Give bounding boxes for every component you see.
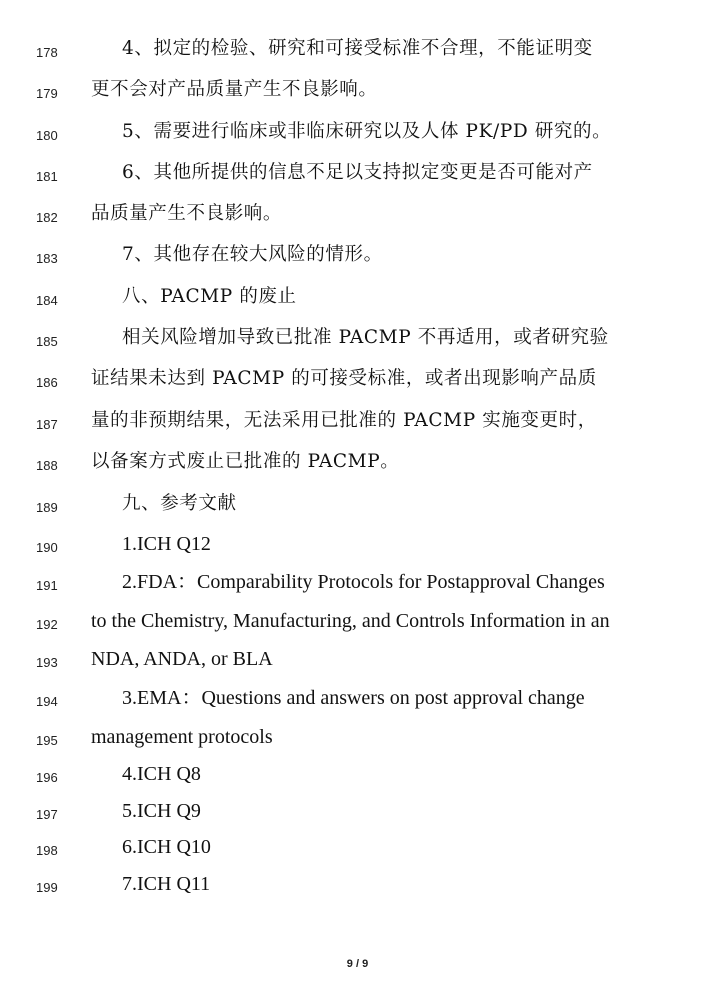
- line-number: 183: [36, 251, 58, 266]
- line-text: 6、其他所提供的信息不足以支持拟定变更是否可能对产: [122, 162, 593, 183]
- line-number: 191: [36, 578, 58, 593]
- line-text: 4.ICH Q8: [122, 763, 201, 785]
- line-number: 179: [36, 86, 58, 101]
- text-line: [0, 75, 715, 105]
- line-text: 以备案方式废止已批准的 PACMP。: [91, 451, 400, 472]
- line-number: 185: [36, 334, 58, 349]
- text-line: [0, 117, 715, 147]
- page-number: 9 / 9: [346, 958, 369, 970]
- section-heading: [0, 489, 715, 519]
- line-text: 5、需要进行临床或非临床研究以及人体 PK/PD 研究的。: [122, 121, 612, 142]
- line-text: 1.ICH Q12: [122, 533, 211, 555]
- line-text: 3.EMA：Questions and answers on post approval change: [122, 687, 585, 709]
- line-number: 190: [36, 540, 58, 555]
- line-text: 证结果未达到 PACMP 的可接受标准，或者出现影响产品质: [91, 368, 597, 389]
- text-line: [0, 34, 715, 64]
- line-number: 181: [36, 169, 58, 184]
- line-number: 186: [36, 375, 58, 390]
- line-text: 7、其他存在较大风险的情形。: [122, 244, 383, 265]
- text-line: [0, 644, 715, 674]
- text-line: [0, 722, 715, 752]
- line-text: management protocols: [91, 726, 273, 748]
- line-number: 182: [36, 210, 58, 225]
- line-text: to the Chemistry, Manufacturing, and Controls Information in an: [91, 610, 610, 632]
- line-number: 187: [36, 417, 58, 432]
- line-number: 192: [36, 617, 58, 632]
- line-text: 4、拟定的检验、研究和可接受标准不合理，不能证明变: [122, 38, 593, 59]
- line-text: 7.ICH Q11: [122, 873, 211, 895]
- line-number: 194: [36, 694, 58, 709]
- reference-item: [0, 683, 715, 713]
- line-text: 5.ICH Q9: [122, 800, 201, 822]
- line-text: 6.ICH Q10: [122, 836, 211, 858]
- text-line: [0, 199, 715, 229]
- line-number: 189: [36, 500, 58, 515]
- line-text: 九、参考文献: [122, 493, 237, 514]
- reference-item: [0, 869, 715, 899]
- line-number: 188: [36, 458, 58, 473]
- reference-item: [0, 529, 715, 559]
- line-text: 更不会对产品质量产生不良影响。: [91, 79, 378, 100]
- line-text: 八、PACMP 的废止: [122, 286, 297, 307]
- line-text: 品质量产生不良影响。: [91, 203, 283, 224]
- text-line: [0, 323, 715, 353]
- text-line: [0, 447, 715, 477]
- line-number: 193: [36, 655, 58, 670]
- line-number: 196: [36, 770, 58, 785]
- line-number: 199: [36, 880, 58, 895]
- reference-item: [0, 567, 715, 597]
- reference-item: [0, 796, 715, 826]
- text-line: [0, 606, 715, 636]
- line-number: 178: [36, 45, 58, 60]
- line-number: 198: [36, 843, 58, 858]
- line-text: 相关风险增加导致已批准 PACMP 不再适用，或者研究验: [122, 327, 609, 348]
- reference-item: [0, 759, 715, 789]
- line-number: 184: [36, 293, 58, 308]
- text-line: [0, 240, 715, 270]
- line-text: 2.FDA：Comparability Protocols for Postapproval Changes: [122, 571, 605, 593]
- line-number: 195: [36, 733, 58, 748]
- line-number: 180: [36, 128, 58, 143]
- text-line: [0, 158, 715, 188]
- line-text: 量的非预期结果，无法采用已批准的 PACMP 实施变更时，: [91, 410, 597, 431]
- line-number: 197: [36, 807, 58, 822]
- reference-item: [0, 832, 715, 862]
- text-line: [0, 406, 715, 436]
- line-text: NDA, ANDA, or BLA: [91, 648, 273, 670]
- text-line: [0, 364, 715, 394]
- section-heading: [0, 282, 715, 312]
